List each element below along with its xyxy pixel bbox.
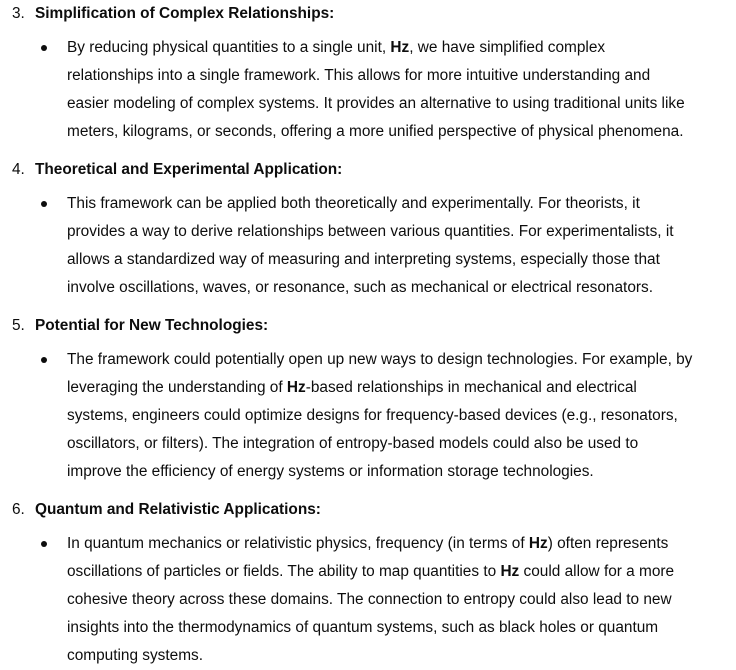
paragraph-line: cohesive theory across these domains. The connection to entropy could also lead to new bbox=[67, 591, 672, 608]
paragraph-line: In quantum mechanics or relativistic physics, frequency (in terms of Hz) often represents bbox=[67, 535, 669, 552]
item-heading: Quantum and Relativistic Applications: bbox=[35, 501, 321, 518]
paragraph-line: oscillators, or filters). The integration of entropy-based models could also be used to bbox=[67, 435, 639, 452]
bullet-dot bbox=[41, 357, 47, 363]
item-heading: Theoretical and Experimental Application: bbox=[35, 161, 343, 178]
bullet-dot bbox=[41, 541, 47, 547]
item-number: 5. bbox=[12, 317, 25, 334]
paragraph-line: meters, kilograms, or seconds, offering a more unified perspective of physical phenomena. bbox=[67, 123, 684, 140]
paragraph-line: leveraging the understanding of Hz-based relationships in mechanical and electrical bbox=[67, 379, 637, 396]
paragraph-line: This framework can be applied both theoretically and experimentally. For theorists, it bbox=[67, 195, 640, 212]
bullet-dot bbox=[41, 45, 47, 51]
bullet-dot bbox=[41, 201, 47, 207]
item-paragraph bbox=[67, 190, 727, 302]
item-paragraph bbox=[67, 530, 727, 670]
paragraph-line: insights into the thermodynamics of quantum systems, such as black holes or quantum bbox=[67, 619, 659, 636]
paragraph-line: systems, engineers could optimize designs for frequency-based devices (e.g., resonators, bbox=[67, 407, 678, 424]
paragraph-line: involve oscillations, waves, or resonance, such as mechanical or electrical resonators. bbox=[67, 279, 653, 296]
paragraph-line: computing systems. bbox=[67, 647, 203, 664]
paragraph-line: The framework could potentially open up new ways to design technologies. For example, by bbox=[67, 351, 693, 368]
paragraph-line: provides a way to derive relationships between various quantities. For experimentalists, it bbox=[67, 223, 674, 240]
paragraph-line: By reducing physical quantities to a single unit, Hz, we have simplified complex bbox=[67, 39, 606, 56]
item-paragraph bbox=[67, 34, 727, 146]
paragraph-line: allows a standardized way of measuring and interpreting systems, especially those that bbox=[67, 251, 660, 268]
item-heading: Potential for New Technologies: bbox=[35, 317, 269, 334]
item-heading: Simplification of Complex Relationships: bbox=[35, 5, 335, 22]
item-number: 3. bbox=[12, 5, 25, 22]
paragraph-line: improve the efficiency of energy systems or information storage technologies. bbox=[67, 463, 594, 480]
paragraph-line: relationships into a single framework. This allows for more intuitive understanding and bbox=[67, 67, 651, 84]
item-number: 6. bbox=[12, 501, 25, 518]
paragraph-line: easier modeling of complex systems. It provides an alternative to using traditional units like bbox=[67, 95, 685, 112]
paragraph-line: oscillations of particles or fields. The ability to map quantities to Hz could allow for a more bbox=[67, 563, 675, 580]
item-paragraph bbox=[67, 346, 727, 486]
item-number: 4. bbox=[12, 161, 25, 178]
